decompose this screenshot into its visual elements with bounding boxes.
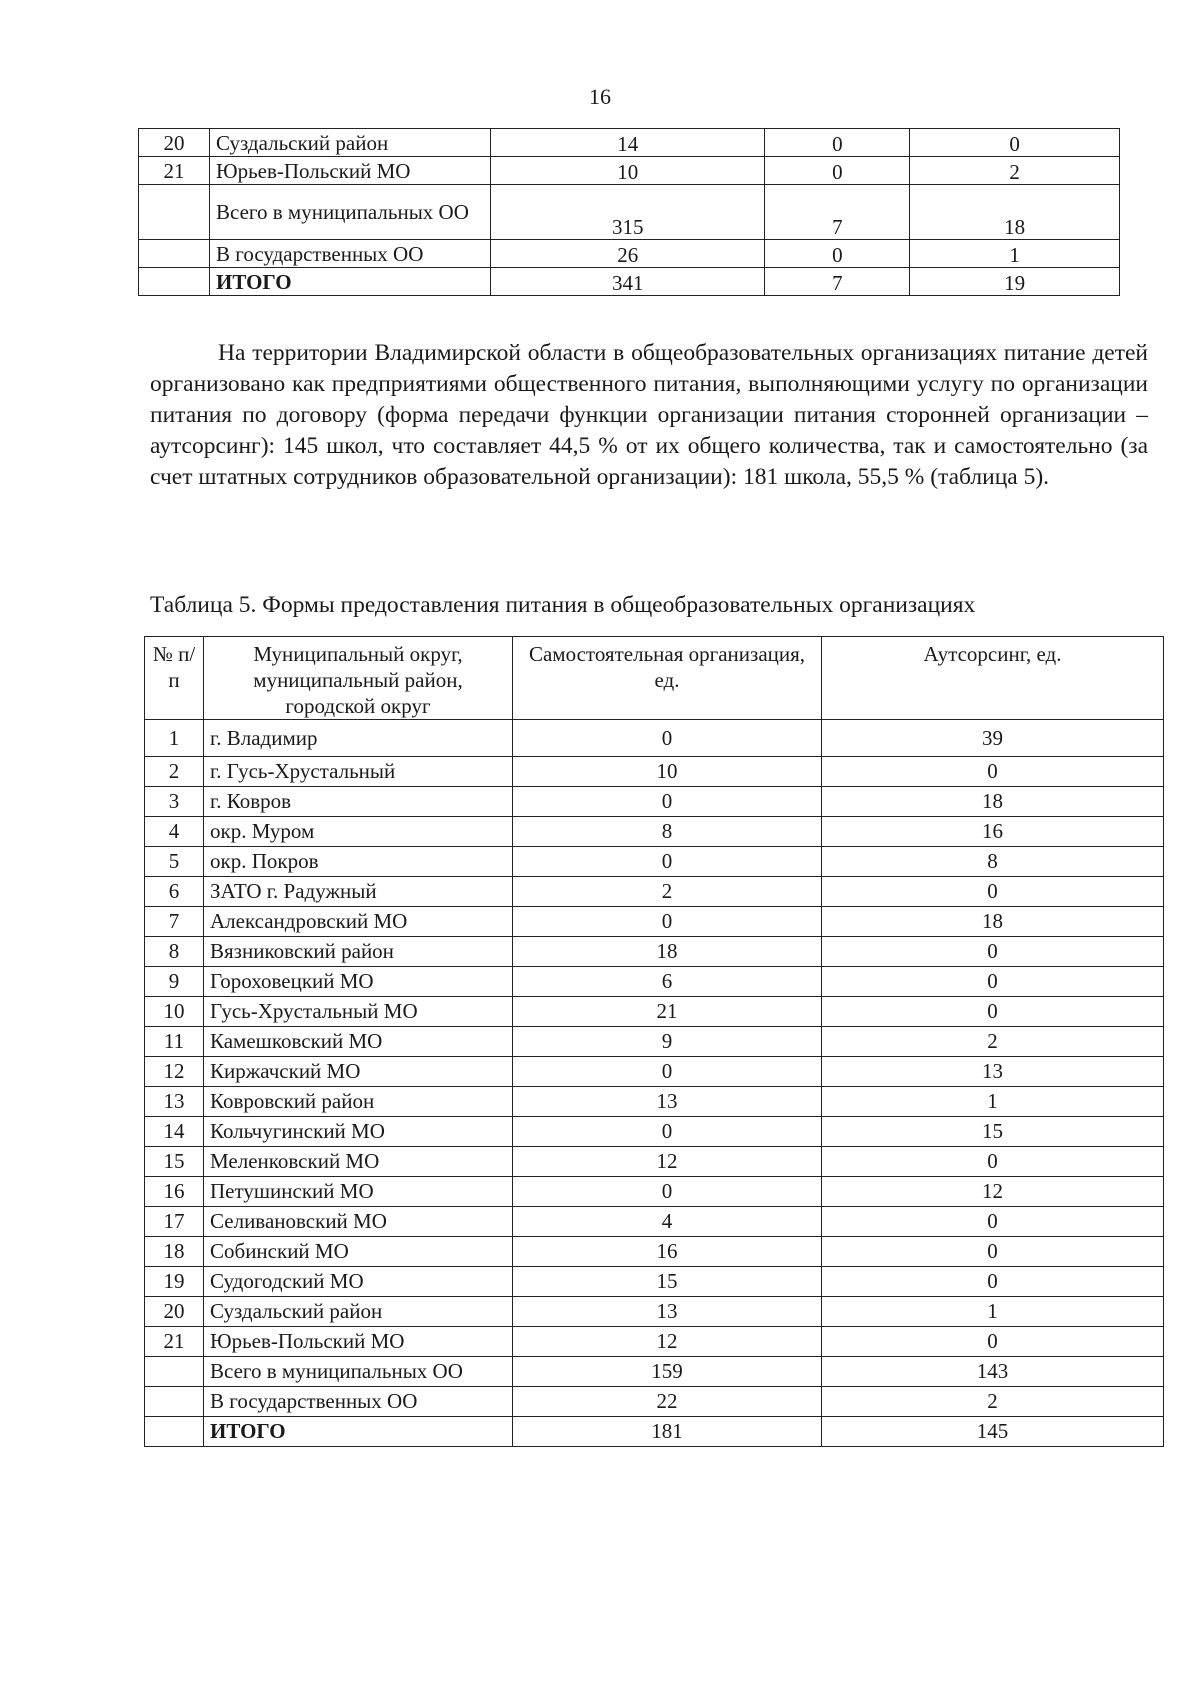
row-value-a: 315 (491, 185, 765, 240)
row-value-a: 26 (491, 240, 765, 268)
table-row (145, 997, 1164, 1027)
row-number: 14 (145, 1117, 204, 1147)
row-value-b: 7 (765, 185, 910, 240)
row-name: Киржачский МО (204, 1057, 513, 1087)
row-name: Селивановский МО (204, 1207, 513, 1237)
row-outsourcing-value: 8 (822, 847, 1164, 877)
table-header-row (145, 637, 1164, 720)
row-self-value: 8 (513, 817, 822, 847)
table-caption: Таблица 5. Формы предоставления питания в общеобразовательных организациях (150, 592, 976, 618)
row-self-value: 0 (513, 1057, 822, 1087)
row-number: 20 (139, 129, 210, 157)
row-outsourcing-value: 0 (822, 877, 1164, 907)
table-row (145, 1117, 1164, 1147)
row-number (139, 185, 210, 240)
row-self-value: 12 (513, 1147, 822, 1177)
row-self-value: 0 (513, 787, 822, 817)
row-outsourcing-value: 13 (822, 1057, 1164, 1087)
row-number: 18 (145, 1237, 204, 1267)
header-outsourcing: Аутсорсинг, ед. (822, 637, 1164, 720)
table-row (145, 817, 1164, 847)
row-value-c: 1 (910, 240, 1120, 268)
row-name: Гусь-Хрустальный МО (204, 997, 513, 1027)
row-name: Гороховецкий МО (204, 967, 513, 997)
row-outsourcing-value: 0 (822, 967, 1164, 997)
row-name: ЗАТО г. Радужный (204, 877, 513, 907)
row-value-c: 19 (910, 268, 1120, 296)
row-name: Камешковский МО (204, 1027, 513, 1057)
row-outsourcing-value: 2 (822, 1027, 1164, 1057)
table-row (145, 1297, 1164, 1327)
table-row (145, 937, 1164, 967)
row-self-value: 13 (513, 1087, 822, 1117)
row-self-value: 12 (513, 1327, 822, 1357)
row-self-value: 22 (513, 1387, 822, 1417)
table-row (139, 185, 1120, 240)
row-number: 16 (145, 1177, 204, 1207)
row-self-value: 15 (513, 1267, 822, 1297)
row-outsourcing-value: 18 (822, 907, 1164, 937)
row-number (145, 1417, 204, 1447)
row-number: 19 (145, 1267, 204, 1297)
row-name: Собинский МО (204, 1237, 513, 1267)
row-name: Судогодский МО (204, 1267, 513, 1297)
table-row (145, 1087, 1164, 1117)
row-name: Александровский МО (204, 907, 513, 937)
row-outsourcing-value: 0 (822, 1147, 1164, 1177)
table-5 (144, 636, 1164, 1447)
table-row (139, 157, 1120, 185)
row-number: 4 (145, 817, 204, 847)
row-self-value: 0 (513, 1177, 822, 1207)
body-paragraph: На территории Владимирской области в общеобразовательных организациях питание детей организовано как предприятиями общественного питания, выполняющими услугу по организации питания по договору (форма передачи функции организации питания сторонней организации – аутсорсинг): 145 школ, что составляет 44,5 % от их общего количества, так и самостоятельно (за счет штатных сотрудников образовательной организации): 181 школа, 55,5 % (таблица 5). (150, 340, 1148, 490)
row-number: 5 (145, 847, 204, 877)
row-self-value: 9 (513, 1027, 822, 1057)
row-name: Юрьев-Польский МО (204, 1327, 513, 1357)
row-outsourcing-value: 0 (822, 1207, 1164, 1237)
table-row (145, 847, 1164, 877)
table-row (145, 1147, 1164, 1177)
row-number: 10 (145, 997, 204, 1027)
row-outsourcing-value: 0 (822, 1237, 1164, 1267)
row-number: 1 (145, 720, 204, 757)
table-row (145, 1177, 1164, 1207)
table-row-total (145, 1417, 1164, 1447)
table-row (145, 1027, 1164, 1057)
row-name: г. Владимир (204, 720, 513, 757)
row-number: 21 (139, 157, 210, 185)
row-name: Юрьев-Польский МО (210, 157, 491, 185)
row-value-c: 18 (910, 185, 1120, 240)
row-number (139, 268, 210, 296)
row-outsourcing-value: 39 (822, 720, 1164, 757)
table-row (145, 1237, 1164, 1267)
table-row (145, 967, 1164, 997)
row-value-c: 2 (910, 157, 1120, 185)
row-outsourcing-value: 0 (822, 1327, 1164, 1357)
table-row (145, 877, 1164, 907)
row-number (145, 1357, 204, 1387)
row-outsourcing-value: 1 (822, 1297, 1164, 1327)
row-value-a: 10 (491, 157, 765, 185)
row-number: 21 (145, 1327, 204, 1357)
table-5-body (145, 720, 1164, 1447)
table-row (145, 907, 1164, 937)
row-number (139, 240, 210, 268)
row-self-value: 0 (513, 1117, 822, 1147)
table-row (145, 1357, 1164, 1387)
row-outsourcing-value: 0 (822, 997, 1164, 1027)
row-name: Кольчугинский МО (204, 1117, 513, 1147)
row-self-value: 0 (513, 847, 822, 877)
row-name: Всего в муниципальных ОО (210, 185, 491, 240)
row-name: Петушинский МО (204, 1177, 513, 1207)
row-number: 13 (145, 1087, 204, 1117)
row-number: 15 (145, 1147, 204, 1177)
row-name: Ковровский район (204, 1087, 513, 1117)
table-row (139, 240, 1120, 268)
row-self-value: 21 (513, 997, 822, 1027)
row-outsourcing-value: 16 (822, 817, 1164, 847)
row-name: В государственных ОО (210, 240, 491, 268)
row-value-b: 0 (765, 240, 910, 268)
row-self-value: 159 (513, 1357, 822, 1387)
table-row (145, 787, 1164, 817)
row-value-b: 0 (765, 157, 910, 185)
row-outsourcing-value: 2 (822, 1387, 1164, 1417)
row-name: ИТОГО (210, 268, 491, 296)
header-number: № п/п (145, 637, 204, 720)
row-number: 8 (145, 937, 204, 967)
row-number: 6 (145, 877, 204, 907)
table-row (145, 1267, 1164, 1297)
row-name: г. Гусь-Хрустальный (204, 757, 513, 787)
row-self-value: 2 (513, 877, 822, 907)
row-name: Меленковский МО (204, 1147, 513, 1177)
table-row (145, 720, 1164, 757)
row-value-a: 14 (491, 129, 765, 157)
row-self-value: 10 (513, 757, 822, 787)
row-self-value: 18 (513, 937, 822, 967)
table-row (145, 1207, 1164, 1237)
row-self-value: 0 (513, 720, 822, 757)
row-number (145, 1387, 204, 1417)
table-row (145, 1387, 1164, 1417)
row-self-value: 4 (513, 1207, 822, 1237)
row-self-value: 13 (513, 1297, 822, 1327)
row-name: ИТОГО (204, 1417, 513, 1447)
table-row (145, 1327, 1164, 1357)
row-self-value: 6 (513, 967, 822, 997)
row-number: 20 (145, 1297, 204, 1327)
row-number: 3 (145, 787, 204, 817)
row-name: Вязниковский район (204, 937, 513, 967)
row-outsourcing-value: 18 (822, 787, 1164, 817)
row-number: 9 (145, 967, 204, 997)
row-number: 17 (145, 1207, 204, 1237)
row-number: 2 (145, 757, 204, 787)
row-value-c: 0 (910, 129, 1120, 157)
header-self-organization: Самостоятельная организация, ед. (513, 637, 822, 720)
row-outsourcing-value: 0 (822, 937, 1164, 967)
row-value-a: 341 (491, 268, 765, 296)
row-self-value: 181 (513, 1417, 822, 1447)
row-value-b: 7 (765, 268, 910, 296)
page-number: 16 (589, 84, 611, 109)
row-name: Суздальский район (210, 129, 491, 157)
table-continued (138, 128, 1120, 296)
row-outsourcing-value: 1 (822, 1087, 1164, 1117)
header-municipality: Муниципальный округ, муниципальный район, городской округ (204, 637, 513, 720)
row-outsourcing-value: 0 (822, 757, 1164, 787)
row-outsourcing-value: 15 (822, 1117, 1164, 1147)
row-value-b: 0 (765, 129, 910, 157)
row-name: окр. Покров (204, 847, 513, 877)
row-self-value: 16 (513, 1237, 822, 1267)
row-name: Всего в муниципальных ОО (204, 1357, 513, 1387)
row-name: В государственных ОО (204, 1387, 513, 1417)
row-outsourcing-value: 143 (822, 1357, 1164, 1387)
table-row (139, 129, 1120, 157)
row-name: окр. Муром (204, 817, 513, 847)
row-self-value: 0 (513, 907, 822, 937)
row-outsourcing-value: 0 (822, 1267, 1164, 1297)
table-row-total (139, 268, 1120, 296)
row-number: 7 (145, 907, 204, 937)
row-outsourcing-value: 145 (822, 1417, 1164, 1447)
row-number: 11 (145, 1027, 204, 1057)
row-name: г. Ковров (204, 787, 513, 817)
table-row (145, 757, 1164, 787)
row-number: 12 (145, 1057, 204, 1087)
row-name: Суздальский район (204, 1297, 513, 1327)
row-outsourcing-value: 12 (822, 1177, 1164, 1207)
table-row (145, 1057, 1164, 1087)
